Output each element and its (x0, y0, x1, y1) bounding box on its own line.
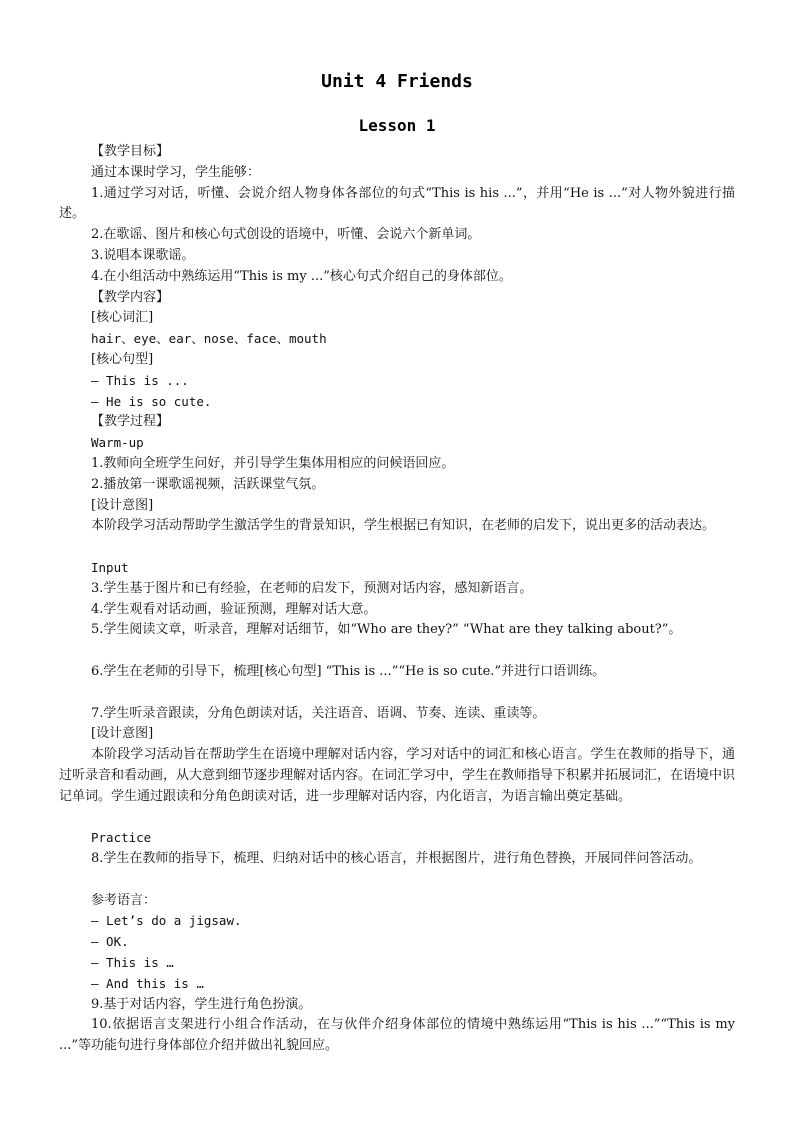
vocab-label: [核心词汇] (91, 310, 154, 326)
lesson-title: Lesson 1 (358, 116, 436, 135)
objective-item-1: 1.通过学习对话，听懂、会说介绍人物身体各部位的句式“This is his ...”，并用“He is ...”对人物外貌进行描述。 (59, 185, 735, 222)
input-item-3: 3.学生基于图片和已有经验，在老师的启发下，预测对话内容，感知新语言。 (91, 580, 533, 596)
design-intent-label-2: [设计意图] (91, 726, 154, 742)
objective-item-3: 3.说唱本课歌谣。 (91, 247, 195, 263)
design-intent-text-1: 本阶段学习活动帮助学生激活学生的背景知识，学生根据已有知识，在老师的启发下，说出更多的活动表达。 (91, 518, 716, 534)
objective-item-4: 4.在小组活动中熟练运用“This is my ...”核心句式介绍自己的身体部位。 (91, 268, 512, 284)
document-title: Unit 4 Friends (321, 71, 473, 92)
reference-line-2: — OK. (91, 934, 129, 950)
design-intent-label-1: [设计意图] (91, 497, 154, 513)
vocab-list: hair、eye、ear、nose、face、mouth (91, 331, 327, 347)
warmup-item-2: 2.播放第一课歌谣视频，活跃课堂气氛。 (91, 476, 325, 492)
sentence-label: [核心句型] (91, 351, 154, 367)
input-item-7: 7.学生听录音跟读，分角色朗读对话，关注语音、语调、节奏、连读、重读等。 (91, 705, 546, 721)
input-item-4: 4.学生观看对话动画，验证预测，理解对话大意。 (91, 601, 377, 617)
practice-item-8: 8.学生在教师的指导下，梳理、归纳对话中的核心语言，并根据图片，进行角色替换，开展同伴问答活动。 (91, 851, 702, 867)
objectives-intro: 通过本课时学习，学生能够： (91, 164, 261, 180)
process-heading: 【教学过程】 (91, 414, 170, 430)
objectives-heading: 【教学目标】 (91, 144, 170, 159)
practice-label: Practice (91, 830, 152, 846)
sentence-2: — He is so cute. (91, 393, 212, 409)
objective-item-2: 2.在歌谣、图片和核心句式创设的语境中，听懂、会说六个新单词。 (91, 227, 481, 243)
reference-line-4: — And this is … (91, 975, 204, 991)
reference-label: 参考语言： (91, 892, 157, 908)
document-body (59, 142, 735, 1057)
reference-line-3: — This is … (91, 955, 174, 971)
input-item-5: 5.学生阅读文章，听录音，理解对话细节，如“Who are they?” “What are they talking about?”。 (91, 622, 682, 638)
practice-item-9: 9.基于对话内容，学生进行角色扮演。 (91, 996, 312, 1012)
reference-line-1: — Let’s do a jigsaw. (91, 913, 242, 929)
warmup-label: Warm-up (91, 435, 144, 451)
warmup-item-1: 1.教师向全班学生问好，并引导学生集体用相应的问候语回应。 (91, 455, 455, 471)
sentence-1: — This is ... (91, 372, 189, 388)
practice-item-10: 10.依据语言支架进行小组合作活动，在与伙伴介绍身体部位的情境中熟练运用“This is his ...”“This is my ...”等功能句进行身体部位介绍并做出礼貌回应。 (59, 1017, 735, 1054)
content-heading: 【教学内容】 (91, 289, 170, 305)
input-label: Input (91, 559, 129, 575)
design-intent-text-2: 本阶段学习活动旨在帮助学生在语境中理解对话内容，学习对话中的词汇和核心语言。学生在教师的指导下，通过听录音和看动画，从大意到细节逐步理解对话内容。在词汇学习中，学生在教师指导下积累并拓展词汇，在语境中识记单词。学生通过跟读和分角色朗读对话，进一步理解对话内容，内化语言，为语言输出奠定基础。 (59, 747, 736, 804)
input-item-6: 6.学生在老师的引导下，梳理[核心句型] “This is ...”“He is so cute.”并进行口语训练。 (91, 663, 606, 679)
